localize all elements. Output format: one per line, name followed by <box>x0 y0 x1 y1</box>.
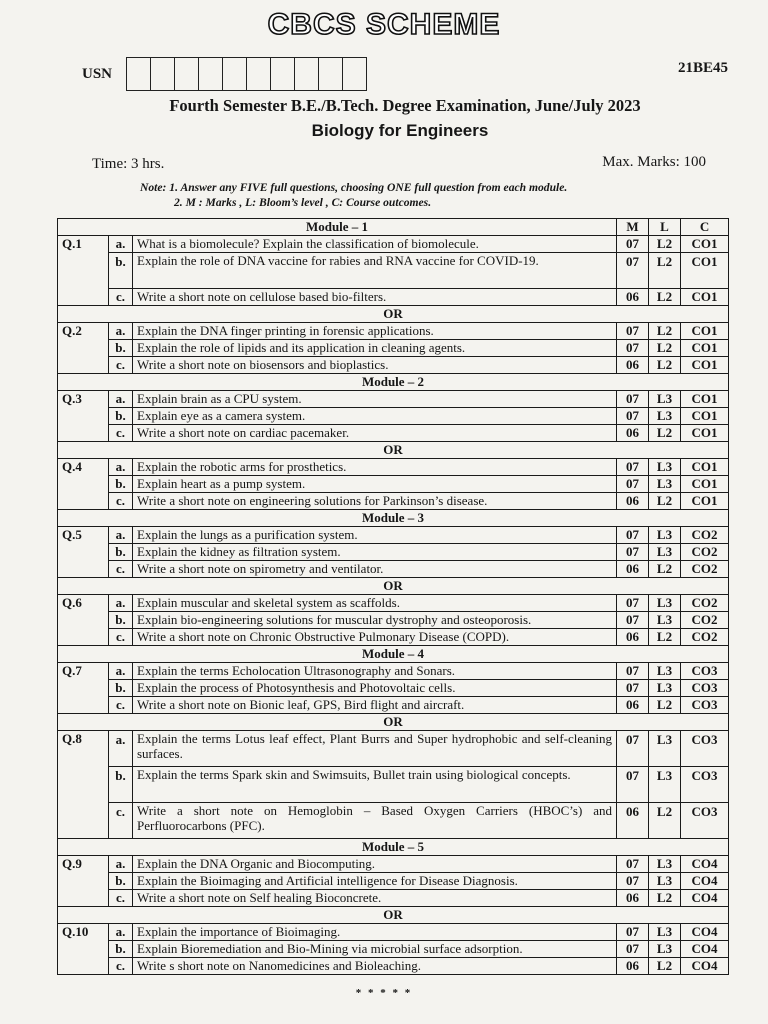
sub-question-label: b. <box>109 340 133 357</box>
level-cell: L3 <box>649 731 681 767</box>
question-text: Explain the DNA finger printing in forensic applications. <box>133 323 617 340</box>
level-cell: L3 <box>649 767 681 803</box>
outcome-cell: CO4 <box>681 873 729 890</box>
level-cell: L3 <box>649 924 681 941</box>
outcome-cell: CO4 <box>681 924 729 941</box>
level-cell: L3 <box>649 680 681 697</box>
sub-question-label: c. <box>109 493 133 510</box>
question-row <box>58 357 729 374</box>
exam-title: Fourth Semester B.E./B.Tech. Degree Examination, June/July 2023 <box>169 96 641 115</box>
question-text: Write a short note on Self healing Bioconcrete. <box>133 890 617 907</box>
level-cell: L2 <box>649 803 681 839</box>
outcome-cell: CO1 <box>681 236 729 253</box>
question-row <box>58 629 729 646</box>
end-stars: * * * * * <box>355 987 413 999</box>
marks-cell: 07 <box>617 856 649 873</box>
usn-box <box>199 58 223 90</box>
outcome-cell: CO1 <box>681 425 729 442</box>
question-text: Explain brain as a CPU system. <box>133 391 617 408</box>
or-divider: OR <box>58 907 729 924</box>
outcome-cell: CO4 <box>681 856 729 873</box>
instructions-note <box>140 180 700 210</box>
outcome-cell: CO1 <box>681 253 729 289</box>
or-divider: OR <box>58 306 729 323</box>
question-row <box>58 253 729 289</box>
marks-cell: 07 <box>617 340 649 357</box>
usn-box <box>343 58 366 90</box>
question-row <box>58 527 729 544</box>
level-cell: L2 <box>649 340 681 357</box>
sub-question-label: b. <box>109 767 133 803</box>
question-row <box>58 958 729 975</box>
question-row <box>58 680 729 697</box>
question-text: Write a short note on Chronic Obstructive Pulmonary Disease (COPD). <box>133 629 617 646</box>
sub-question-label: b. <box>109 253 133 289</box>
sub-question-label: c. <box>109 425 133 442</box>
module-heading: Module – 4 <box>58 646 729 663</box>
level-cell: L3 <box>649 544 681 561</box>
sub-question-label: b. <box>109 612 133 629</box>
outcome-cell: CO3 <box>681 663 729 680</box>
question-number: Q.6 <box>58 595 109 646</box>
marks-cell: 07 <box>617 731 649 767</box>
marks-cell: 07 <box>617 595 649 612</box>
module-header-row <box>58 219 729 236</box>
sub-question-label: b. <box>109 408 133 425</box>
max-marks: Max. Marks: 100 <box>602 154 706 170</box>
question-row <box>58 425 729 442</box>
outcome-cell: CO2 <box>681 527 729 544</box>
question-row <box>58 697 729 714</box>
question-row <box>58 890 729 907</box>
outcome-cell: CO2 <box>681 544 729 561</box>
level-cell: L2 <box>649 697 681 714</box>
level-column-header: L <box>649 219 681 236</box>
or-divider: OR <box>58 442 729 459</box>
level-cell: L2 <box>649 561 681 578</box>
outcome-cell: CO2 <box>681 612 729 629</box>
question-text: What is a biomolecule? Explain the classification of biomolecule. <box>133 236 617 253</box>
sub-question-label: c. <box>109 561 133 578</box>
level-cell: L3 <box>649 663 681 680</box>
outcome-cell: CO4 <box>681 941 729 958</box>
level-cell: L2 <box>649 493 681 510</box>
marks-cell: 07 <box>617 527 649 544</box>
marks-cell: 07 <box>617 459 649 476</box>
question-row <box>58 289 729 306</box>
sub-question-label: c. <box>109 629 133 646</box>
level-cell: L3 <box>649 595 681 612</box>
marks-cell: 07 <box>617 612 649 629</box>
sub-question-label: a. <box>109 236 133 253</box>
question-row <box>58 391 729 408</box>
marks-cell: 07 <box>617 873 649 890</box>
usn-box <box>319 58 343 90</box>
outcome-cell: CO1 <box>681 408 729 425</box>
question-row <box>58 476 729 493</box>
question-row <box>58 924 729 941</box>
question-row <box>58 803 729 839</box>
marks-cell: 07 <box>617 391 649 408</box>
question-text: Explain the DNA Organic and Biocomputing. <box>133 856 617 873</box>
question-text: Explain the Bioimaging and Artificial intelligence for Disease Diagnosis. <box>133 873 617 890</box>
question-text: Explain the terms Spark skin and Swimsuits, Bullet train using biological concepts. <box>133 767 617 803</box>
question-text: Explain the role of DNA vaccine for rabies and RNA vaccine for COVID-19. <box>133 253 617 289</box>
outcome-cell: CO1 <box>681 493 729 510</box>
question-row <box>58 767 729 803</box>
sub-question-label: a. <box>109 856 133 873</box>
module-heading: Module – 3 <box>58 510 729 527</box>
level-cell: L2 <box>649 425 681 442</box>
outcome-cell: CO2 <box>681 595 729 612</box>
marks-cell: 07 <box>617 323 649 340</box>
question-text: Write a short note on Hemoglobin – Based Oxygen Carriers (HBOC’s) and Perfluorocarbons (PFC). <box>133 803 617 839</box>
question-number: Q.7 <box>58 663 109 714</box>
sub-question-label: a. <box>109 391 133 408</box>
or-row <box>58 442 729 459</box>
usn-box <box>247 58 271 90</box>
question-text: Explain the robotic arms for prosthetics. <box>133 459 617 476</box>
outcome-cell: CO3 <box>681 803 729 839</box>
sub-question-label: b. <box>109 544 133 561</box>
level-cell: L3 <box>649 459 681 476</box>
level-cell: L2 <box>649 253 681 289</box>
question-row <box>58 856 729 873</box>
module-row <box>58 374 729 391</box>
question-table <box>57 218 729 975</box>
sub-question-label: a. <box>109 663 133 680</box>
marks-cell: 06 <box>617 425 649 442</box>
marks-cell: 07 <box>617 663 649 680</box>
question-text: Write a short note on cardiac pacemaker. <box>133 425 617 442</box>
sub-question-label: a. <box>109 731 133 767</box>
level-cell: L2 <box>649 357 681 374</box>
question-text: Write s short note on Nanomedicines and Bioleaching. <box>133 958 617 975</box>
module-row <box>58 646 729 663</box>
outcome-cell: CO3 <box>681 697 729 714</box>
sub-question-label: c. <box>109 697 133 714</box>
level-cell: L3 <box>649 476 681 493</box>
module-row <box>58 839 729 856</box>
module-heading: Module – 2 <box>58 374 729 391</box>
outcome-cell: CO3 <box>681 680 729 697</box>
sub-question-label: c. <box>109 803 133 839</box>
or-divider: OR <box>58 578 729 595</box>
question-text: Explain the kidney as filtration system. <box>133 544 617 561</box>
or-divider: OR <box>58 714 729 731</box>
sub-question-label: c. <box>109 357 133 374</box>
sub-question-label: a. <box>109 459 133 476</box>
question-row <box>58 663 729 680</box>
question-row <box>58 408 729 425</box>
question-text: Write a short note on cellulose based bio-filters. <box>133 289 617 306</box>
level-cell: L3 <box>649 391 681 408</box>
question-row <box>58 459 729 476</box>
question-row <box>58 544 729 561</box>
question-row <box>58 941 729 958</box>
question-text: Explain Bioremediation and Bio-Mining via microbial surface adsorption. <box>133 941 617 958</box>
question-row <box>58 731 729 767</box>
question-text: Write a short note on engineering solutions for Parkinson’s disease. <box>133 493 617 510</box>
question-row <box>58 323 729 340</box>
outcome-cell: CO4 <box>681 958 729 975</box>
level-cell: L2 <box>649 958 681 975</box>
marks-cell: 07 <box>617 767 649 803</box>
outcome-cell: CO1 <box>681 340 729 357</box>
usn-box <box>271 58 295 90</box>
time-allowed: Time: 3 hrs. <box>92 156 165 172</box>
sub-question-label: c. <box>109 890 133 907</box>
marks-cell: 06 <box>617 561 649 578</box>
or-row <box>58 714 729 731</box>
usn-boxes <box>126 57 367 91</box>
question-number: Q.9 <box>58 856 109 907</box>
subject-code: 21BE45 <box>677 60 728 76</box>
question-number: Q.5 <box>58 527 109 578</box>
note-line-2: 2. M : Marks , L: Bloom’s level , C: Course outcomes. <box>174 196 432 209</box>
question-text: Explain heart as a pump system. <box>133 476 617 493</box>
usn-box <box>295 58 319 90</box>
question-text: Explain bio-engineering solutions for muscular dystrophy and osteoporosis. <box>133 612 617 629</box>
level-cell: L2 <box>649 890 681 907</box>
sub-question-label: a. <box>109 595 133 612</box>
or-row <box>58 907 729 924</box>
outcome-cell: CO1 <box>681 357 729 374</box>
question-text: Explain the lungs as a purification system. <box>133 527 617 544</box>
usn-label: USN <box>82 65 113 82</box>
question-text: Explain the process of Photosynthesis and Photovoltaic cells. <box>133 680 617 697</box>
question-text: Explain the terms Lotus leaf effect, Plant Burrs and Super hydrophobic and self-cleaning surfaces. <box>133 731 617 767</box>
marks-cell: 07 <box>617 924 649 941</box>
question-number: Q.8 <box>58 731 109 839</box>
question-number: Q.1 <box>58 236 109 306</box>
level-cell: L3 <box>649 873 681 890</box>
level-cell: L3 <box>649 408 681 425</box>
marks-cell: 06 <box>617 289 649 306</box>
question-row <box>58 873 729 890</box>
marks-cell: 06 <box>617 803 649 839</box>
marks-cell: 06 <box>617 890 649 907</box>
question-text: Write a short note on spirometry and ventilator. <box>133 561 617 578</box>
usn-box <box>127 58 151 90</box>
subject-title: Biology for Engineers <box>311 121 489 140</box>
question-number: Q.2 <box>58 323 109 374</box>
outcome-cell: CO1 <box>681 323 729 340</box>
question-text: Explain muscular and skeletal system as scaffolds. <box>133 595 617 612</box>
level-cell: L3 <box>649 941 681 958</box>
sub-question-label: c. <box>109 289 133 306</box>
module-heading: Module – 1 <box>58 219 617 236</box>
marks-column-header: M <box>617 219 649 236</box>
marks-cell: 07 <box>617 680 649 697</box>
question-row <box>58 561 729 578</box>
marks-cell: 06 <box>617 493 649 510</box>
level-cell: L2 <box>649 323 681 340</box>
marks-cell: 06 <box>617 357 649 374</box>
level-cell: L3 <box>649 612 681 629</box>
usn-box <box>223 58 247 90</box>
level-cell: L3 <box>649 527 681 544</box>
marks-cell: 07 <box>617 941 649 958</box>
module-heading: Module – 5 <box>58 839 729 856</box>
outcome-cell: CO1 <box>681 476 729 493</box>
question-text: Explain the role of lipids and its application in cleaning agents. <box>133 340 617 357</box>
marks-cell: 07 <box>617 544 649 561</box>
marks-cell: 07 <box>617 408 649 425</box>
question-row <box>58 493 729 510</box>
question-text: Explain the terms Echolocation Ultrasonography and Sonars. <box>133 663 617 680</box>
level-cell: L3 <box>649 856 681 873</box>
question-text: Explain the importance of Bioimaging. <box>133 924 617 941</box>
question-row <box>58 595 729 612</box>
question-text: Explain eye as a camera system. <box>133 408 617 425</box>
note-line-1: Note: 1. Answer any FIVE full questions, choosing ONE full question from each module. <box>140 181 568 194</box>
sub-question-label: a. <box>109 323 133 340</box>
sub-question-label: c. <box>109 958 133 975</box>
sub-question-label: a. <box>109 527 133 544</box>
sub-question-label: a. <box>109 924 133 941</box>
question-text: Write a short note on biosensors and bioplastics. <box>133 357 617 374</box>
outcome-cell: CO2 <box>681 629 729 646</box>
marks-cell: 06 <box>617 697 649 714</box>
usn-box <box>175 58 199 90</box>
or-row <box>58 578 729 595</box>
marks-cell: 06 <box>617 958 649 975</box>
question-number: Q.3 <box>58 391 109 442</box>
question-number: Q.10 <box>58 924 109 975</box>
marks-cell: 07 <box>617 253 649 289</box>
or-row <box>58 306 729 323</box>
question-number: Q.4 <box>58 459 109 510</box>
marks-cell: 06 <box>617 629 649 646</box>
usn-box <box>151 58 175 90</box>
sub-question-label: b. <box>109 873 133 890</box>
marks-cell: 07 <box>617 236 649 253</box>
outcome-cell: CO1 <box>681 391 729 408</box>
scheme-logo: CBCS SCHEME <box>267 8 501 41</box>
usn-row <box>82 56 367 92</box>
outcome-cell: CO1 <box>681 459 729 476</box>
marks-cell: 07 <box>617 476 649 493</box>
outcome-cell: CO3 <box>681 731 729 767</box>
outcome-cell: CO2 <box>681 561 729 578</box>
question-text: Write a short note on Bionic leaf, GPS, Bird flight and aircraft. <box>133 697 617 714</box>
question-row <box>58 236 729 253</box>
question-row <box>58 612 729 629</box>
sub-question-label: b. <box>109 476 133 493</box>
outcome-column-header: C <box>681 219 729 236</box>
outcome-cell: CO4 <box>681 890 729 907</box>
sub-question-label: b. <box>109 941 133 958</box>
question-row <box>58 340 729 357</box>
level-cell: L2 <box>649 629 681 646</box>
level-cell: L2 <box>649 289 681 306</box>
sub-question-label: b. <box>109 680 133 697</box>
module-row <box>58 510 729 527</box>
outcome-cell: CO1 <box>681 289 729 306</box>
level-cell: L2 <box>649 236 681 253</box>
outcome-cell: CO3 <box>681 767 729 803</box>
